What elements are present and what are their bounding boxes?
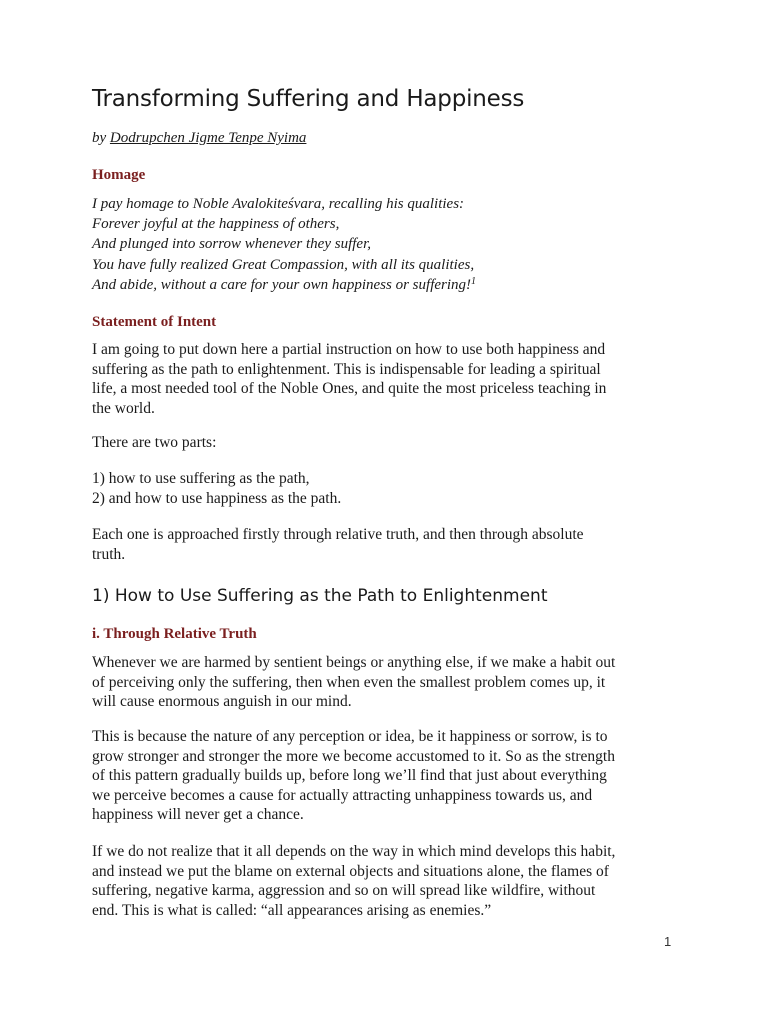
footnote-mark[interactable]: 1: [471, 275, 477, 287]
text-line: will cause enormous anguish in our mind.: [92, 693, 352, 711]
section-1-paragraph-3: [92, 842, 615, 920]
intent-paragraph-3: [92, 525, 584, 564]
intent-heading: Statement of Intent: [92, 314, 217, 330]
byline-prefix: by: [92, 130, 110, 146]
verse-line-last: [92, 275, 476, 295]
verse-line: And abide, without a care for your own happiness or suffering!: [92, 276, 472, 293]
relative-truth-heading: i. Through Relative Truth: [92, 626, 257, 642]
text-line: we perceive becomes a cause for actually attracting unhappiness towards us, and: [92, 786, 593, 804]
text-line: life, a most needed tool of the Noble Ones, and quite the most priceless teaching in: [92, 380, 607, 398]
text-line: suffering, negative karma, aggression and so on will spread like wildfire, without: [92, 882, 596, 900]
list-item: 1) how to use suffering as the path,: [92, 470, 310, 487]
text-line: Each one is approached firstly through relative truth, and then through absolute: [92, 526, 584, 543]
text-line: This is because the nature of any perception or idea, be it happiness or sorrow, is to: [92, 728, 608, 745]
intent-paragraph-2: [92, 433, 216, 453]
text-line: There are two parts:: [92, 434, 217, 451]
text-line: truth.: [92, 545, 126, 563]
section-1-heading: 1) How to Use Suffering as the Path to Enlightenment: [92, 586, 548, 606]
text-line: Whenever we are harmed by sentient beings or anything else, if we make a habit out: [92, 654, 616, 671]
homage-heading: Homage: [92, 167, 146, 183]
section-1-paragraph-1: [92, 653, 615, 712]
page-number: 1: [664, 934, 672, 949]
verse-line: And plunged into sorrow whenever they suffer,: [92, 236, 371, 253]
text-line: grow stronger and stronger the more we become accustomed to it. So as the strength: [92, 747, 615, 765]
author-link[interactable]: Dodrupchen Jigme Tenpe Nyima: [109, 130, 307, 146]
verse-line: Forever joyful at the happiness of others,: [92, 216, 340, 233]
verse-line: You have fully realized Great Compassion, with all its qualities,: [92, 256, 475, 273]
text-line: happiness will never get a chance.: [92, 806, 304, 824]
text-line: If we do not realize that it all depends on the way in which mind develops this habit,: [92, 843, 616, 860]
text-line: suffering as the path to enlightenment. This is indispensable for leading a spiritual: [92, 360, 601, 378]
text-line: the world.: [92, 399, 155, 417]
section-1-paragraph-2: [92, 727, 615, 825]
text-line: end. This is what is called: “all appearances arising as enemies.”: [92, 901, 492, 919]
parts-list: [92, 469, 341, 508]
text-line: and instead we put the blame on external objects and situations alone, the flames of: [92, 862, 609, 880]
byline: [92, 130, 306, 147]
list-item: 2) and how to use happiness as the path.: [92, 489, 342, 507]
verse-line: I pay homage to Noble Avalokiteśvara, recalling his qualities:: [92, 196, 465, 212]
text-line: I am going to put down here a partial instruction on how to use both happiness and: [92, 341, 606, 358]
intent-paragraph-1: [92, 340, 606, 418]
document-title: Transforming Suffering and Happiness: [92, 86, 525, 112]
text-line: of this pattern gradually builds up, before long we’ll find that just about everything: [92, 767, 607, 785]
text-line: of perceiving only the suffering, then when even the smallest problem comes up, it: [92, 673, 606, 691]
homage-verse: [92, 194, 476, 295]
